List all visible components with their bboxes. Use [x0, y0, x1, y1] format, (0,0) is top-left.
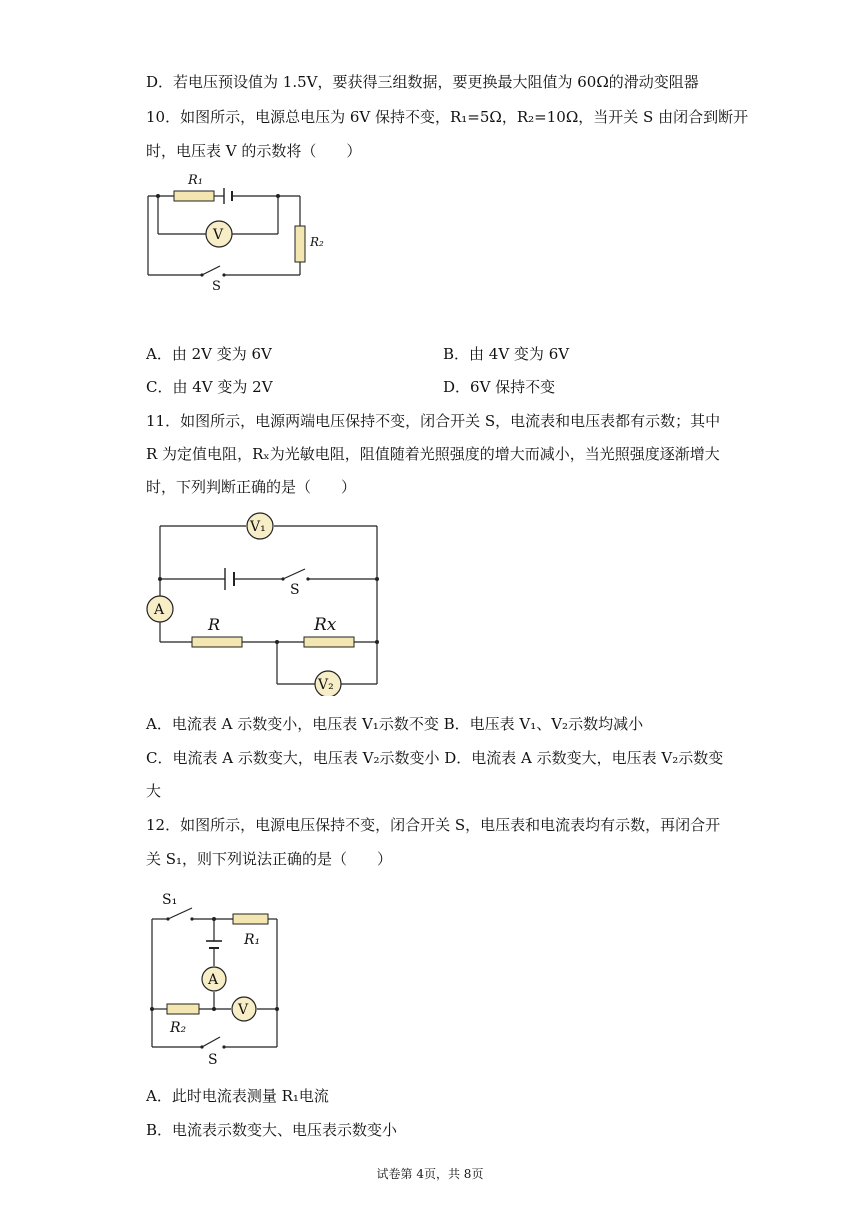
q12-label-s: S [208, 1052, 218, 1068]
q11-circuit-diagram [140, 506, 390, 700]
q11-label-v1: V₁ [250, 519, 266, 535]
q10-option-b: B．由 4V 变为 6V [443, 345, 570, 363]
q11-options-cd-line2: 大 [146, 782, 162, 800]
q12-option-b: B．电流表示数变大、电压表示数变小 [146, 1121, 398, 1139]
q10-label-r2: R₂ [310, 235, 324, 249]
q11-circuit-svg [140, 506, 390, 696]
q12-label-r2: R₂ [170, 1020, 187, 1036]
q10-option-d: D．6V 保持不变 [443, 378, 556, 396]
q12-circuit-diagram [140, 882, 300, 1074]
q11-options-cd-line1: C．电流表 A 示数变大，电压表 V₂示数变小 D．电流表 A 示数变大，电压表 V₂示数变 [146, 749, 724, 767]
q11-label-v2: V₂ [318, 677, 334, 693]
q11-stem-line2: R 为定值电阻，Rₓ为光敏电阻，阻值随着光照强度的增大而减小，当光照强度逐渐增大 [146, 445, 720, 463]
q11-options-ab: A．电流表 A 示数变小，电压表 V₁示数不变 B．电压表 V₁、V₂示数均减小 [146, 715, 644, 733]
q11-label-a: A [154, 602, 165, 618]
q11-stem-line1: 11．如图所示，电源两端电压保持不变，闭合开关 S，电流表和电压表都有示数；其中 [146, 412, 721, 430]
q10-stem-line2: 时，电压表 V 的示数将（ ） [146, 142, 362, 160]
q12-circuit-svg [140, 882, 300, 1070]
q10-option-a: A．由 2V 变为 6V [146, 345, 272, 363]
q10-stem-line1: 10．如图所示，电源总电压为 6V 保持不变，R₁=5Ω，R₂=10Ω，当开关 S 由闭合到断开 [146, 108, 749, 126]
q12-label-r1: R₁ [244, 932, 261, 948]
q12-stem-line2: 关 S₁，则下列说法正确的是（ ） [146, 850, 393, 868]
q10-circuit-diagram [140, 168, 340, 300]
q11-label-rx: Rx [314, 615, 337, 635]
q12-label-s1: S₁ [162, 892, 178, 908]
q12-label-a: A [208, 972, 219, 988]
q10-label-s: S [212, 279, 221, 294]
q12-label-v: V [238, 1002, 249, 1018]
q12-option-a: A．此时电流表测量 R₁电流 [146, 1087, 329, 1105]
q10-circuit-svg [140, 168, 340, 296]
q11-label-s: S [290, 582, 300, 598]
q10-option-c: C．由 4V 变为 2V [146, 378, 273, 396]
q12-stem-line1: 12．如图所示，电源电压保持不变，闭合开关 S，电压表和电流表均有示数，再闭合开 [146, 816, 721, 834]
page-footer: 试卷第 4页，共 8页 [376, 1167, 484, 1181]
q10-label-r1: R₁ [188, 173, 203, 188]
q9-option-d: D．若电压预设值为 1.5V，要获得三组数据，要更换最大阻值为 60Ω的滑动变阻器 [146, 73, 699, 91]
q10-label-v: V [213, 227, 224, 243]
q11-stem-line3: 时，下列判断正确的是（ ） [146, 478, 357, 496]
q11-label-r: R [208, 615, 221, 634]
